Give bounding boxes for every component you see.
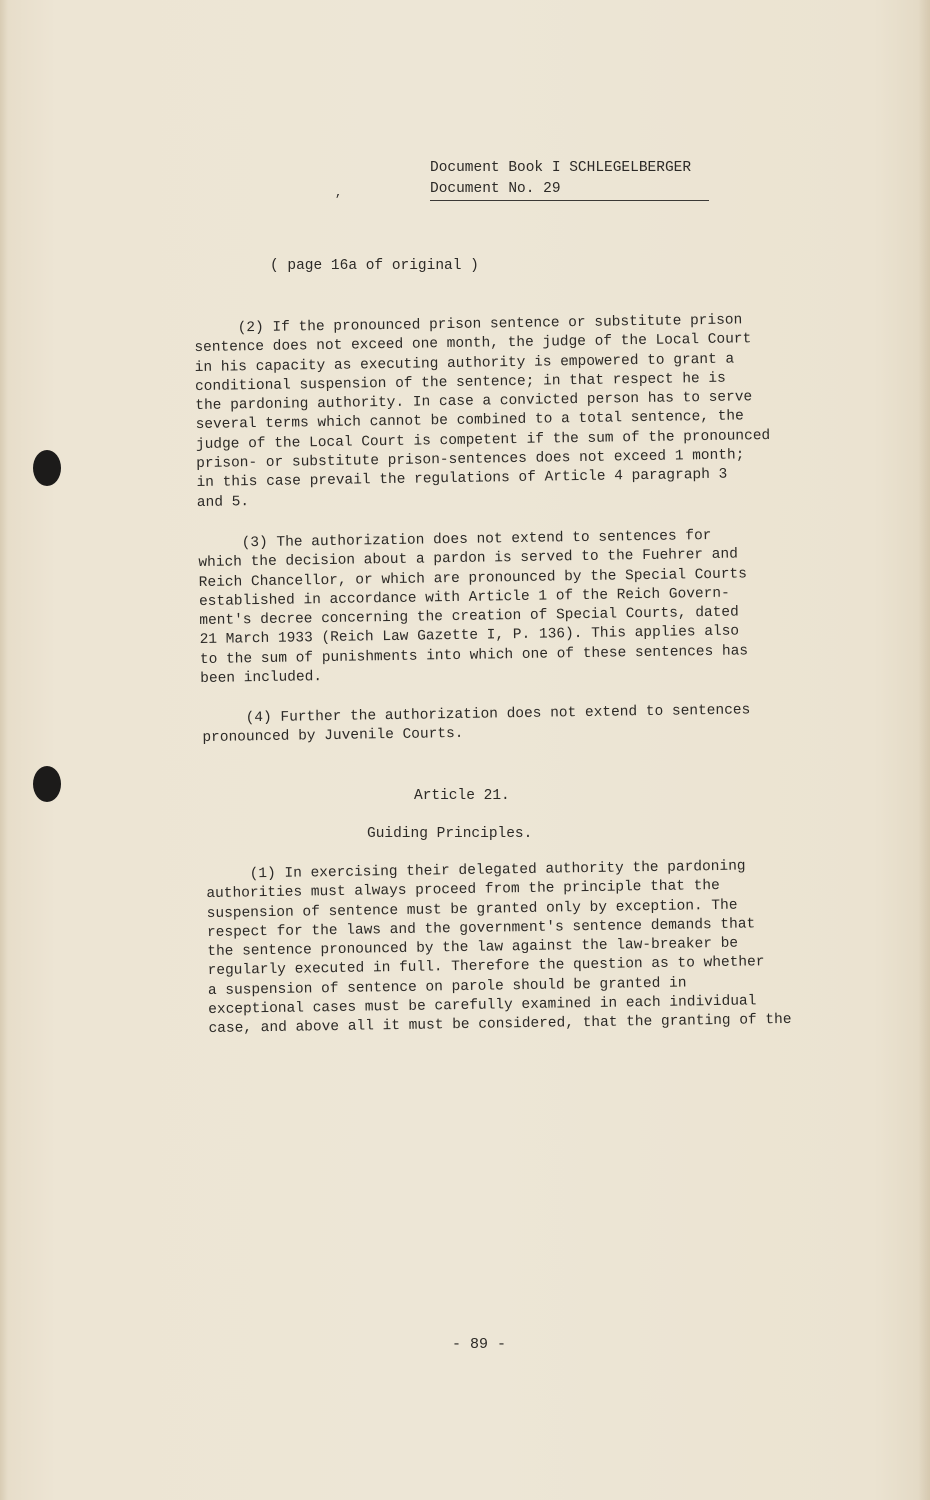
text-line: (2) If the pronounced prison sentence or substitute prison: [194, 312, 743, 337]
text-line: respect for the laws and the government's sentence demands that: [206, 916, 756, 941]
text-line: case, and above all it must be considered, that the granting of the: [208, 1012, 792, 1038]
document-book-line: Document Book I SCHLEGELBERGER: [430, 160, 692, 176]
text-line: exceptional cases must be carefully examined in each individual: [208, 993, 757, 1019]
text-line: established in accordance with Article 1 of the Reich Govern-: [198, 585, 730, 610]
text-line: (3) The authorization does not extend to sentences for: [198, 527, 712, 552]
paper-left-edge: [0, 0, 8, 1500]
text-line: prison- or substitute prison-sentences does not exceed 1 month;: [196, 447, 745, 473]
text-line: in this case prevail the regulations of Article 4 paragraph 3: [196, 467, 728, 492]
page-number: - 89 -: [452, 1336, 507, 1353]
text-line: conditional suspension of the sentence; in that respect he is: [194, 370, 726, 395]
text-line: regularly executed in full. Therefore the question as to whether: [207, 954, 765, 980]
article-heading: Article 21.: [414, 788, 510, 804]
paragraph-4: [202, 701, 751, 748]
page-reference: ( page 16a of original ): [270, 258, 479, 274]
text-line: several terms which cannot be combined to a total sentence, the: [195, 408, 744, 434]
text-line: judge of the Local Court is competent if the sum of the pronounced: [195, 427, 771, 453]
text-line: in his capacity as executing authority is empowered to grant a: [194, 351, 735, 376]
text-line: and 5.: [196, 493, 250, 511]
text-line: to the sum of punishments into which one of these sentences has: [199, 643, 749, 668]
text-line: the sentence pronounced by the law against the law-breaker be: [207, 935, 739, 961]
text-line: pronounced by Juvenile Courts.: [202, 726, 464, 747]
text-line: suspension of sentence must be granted only by exception. The: [206, 897, 738, 922]
text-line: (1) In exercising their delegated authority the pardoning: [206, 858, 746, 883]
punch-hole-bottom: [33, 766, 61, 802]
document-number-line: Document No. 29: [430, 179, 709, 201]
text-line: 21 March 1933 (Reich Law Gazette I, P. 136). This applies also: [199, 623, 740, 649]
text-line: sentence does not exceed one month, the judge of the Local Court: [194, 331, 752, 357]
text-line: a suspension of sentence on parole should be granted in: [207, 975, 687, 999]
article-subheading: Guiding Principles.: [367, 826, 533, 842]
text-line: authorities must always proceed from the principle that the: [206, 878, 720, 903]
text-line: which the decision about a pardon is served to the Fuehrer and: [198, 546, 739, 572]
paper-right-edge: [918, 0, 930, 1500]
document-header: [430, 158, 740, 201]
paragraph-3: [198, 526, 749, 689]
text-line: been included.: [200, 669, 323, 688]
text-line: the pardoning authority. In case a convicted person has to serve: [195, 389, 753, 415]
paragraph-2: [194, 311, 771, 513]
text-line: (4) Further the authorization does not extend to sentences: [202, 702, 751, 727]
header-mark: ,: [335, 186, 343, 200]
punch-hole-top: [33, 450, 61, 486]
text-line: ment's decree concerning the creation of Special Courts, dated: [199, 604, 739, 630]
text-line: Reich Chancellor, or which are pronounced by the Special Courts: [198, 565, 748, 591]
article-paragraph-1: [206, 857, 792, 1040]
